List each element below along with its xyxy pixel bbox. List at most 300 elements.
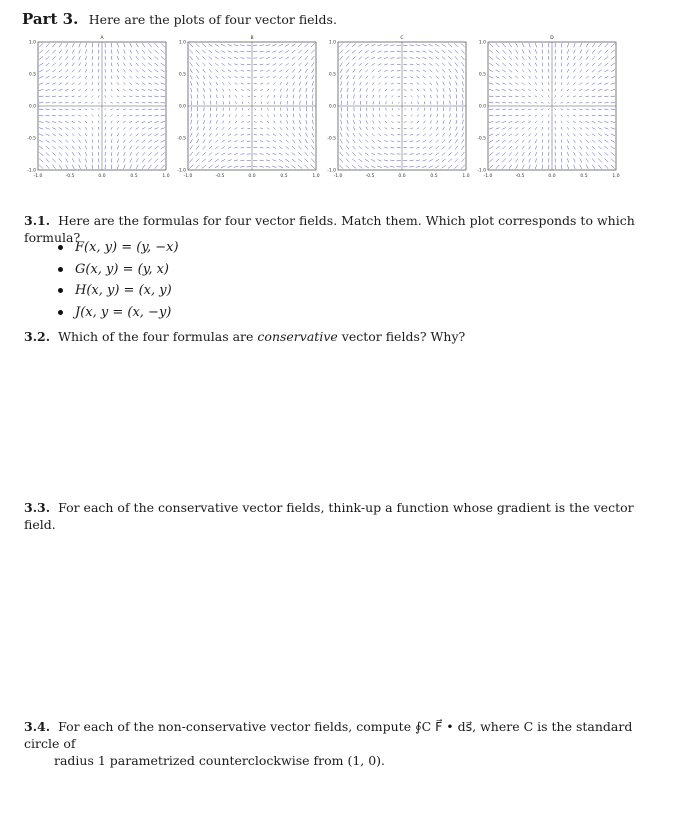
vector-arrow [605, 165, 609, 169]
vector-arrow [203, 120, 204, 124]
vector-arrow [592, 146, 595, 149]
vector-arrow [202, 44, 206, 47]
vector-arrow [136, 165, 138, 169]
vector-arrow [390, 58, 394, 59]
vector-arrow [522, 121, 525, 123]
vector-arrow [229, 89, 231, 92]
vector-arrow [161, 70, 165, 72]
vector-arrow [611, 134, 615, 136]
vector-arrow [155, 63, 159, 66]
vector-arrow [197, 133, 199, 137]
vector-arrow [567, 146, 568, 150]
vector-arrow [598, 50, 601, 54]
vector-arrow [293, 88, 294, 92]
vector-arrow [502, 83, 506, 85]
vector-arrow [455, 152, 458, 156]
vector-arrow [340, 69, 342, 73]
vector-arrow [241, 128, 244, 129]
vector-arrow [292, 146, 295, 149]
vector-arrow [422, 51, 426, 53]
vector-arrow [222, 89, 224, 92]
vector-arrow [604, 89, 608, 90]
vector-arrow [221, 57, 225, 59]
x-tick-label: -1.0 [483, 174, 493, 179]
vector-arrow [196, 159, 200, 163]
vector-arrow [379, 89, 381, 92]
vector-arrow [352, 152, 355, 155]
vector-arrow [372, 134, 375, 137]
vector-arrow [242, 108, 243, 110]
vector-arrow [573, 127, 575, 129]
vector-arrow [462, 94, 463, 98]
vector-arrow [450, 94, 451, 98]
vector-arrow [522, 140, 524, 143]
vector-arrow [429, 57, 433, 59]
vector-arrow [300, 114, 301, 118]
vector-arrow [605, 43, 609, 47]
vector-arrow [59, 127, 62, 129]
vector-arrow [442, 146, 445, 149]
vector-arrow [117, 165, 118, 169]
vector-arrow [280, 114, 281, 117]
vector-arrow [423, 57, 427, 59]
vector-arrow [279, 153, 283, 155]
vector-arrow [496, 128, 500, 130]
vector-arrow [384, 166, 388, 167]
vector-arrow [496, 140, 500, 142]
vector-arrow [196, 146, 199, 150]
vector-arrow [235, 95, 236, 97]
vector-arrow [312, 69, 314, 73]
vector-arrow [442, 159, 446, 162]
vector-arrow [298, 165, 302, 168]
vector-arrow [285, 166, 289, 168]
vector-arrow [371, 153, 375, 155]
vector-arrow [136, 56, 139, 60]
vector-arrow [241, 134, 244, 135]
vector-arrow [228, 82, 230, 84]
vector-arrow [104, 108, 106, 110]
vector-arrow [130, 56, 132, 60]
vector-arrow [148, 50, 151, 54]
vector-arrow [215, 50, 219, 52]
vector-arrow [611, 115, 615, 116]
vector-arrow [378, 63, 381, 65]
y-tick-label: -0.5 [477, 136, 486, 142]
vector-arrow [242, 96, 244, 98]
vector-arrow [386, 102, 387, 105]
vector-arrow [129, 115, 132, 116]
vector-arrow [605, 63, 609, 66]
vector-arrow [66, 152, 69, 156]
vector-arrow [461, 50, 465, 54]
vector-arrow [260, 154, 264, 155]
vector-arrow [346, 43, 350, 47]
vector-arrow [561, 121, 562, 123]
vector-arrow [443, 127, 445, 130]
vector-arrow [611, 50, 615, 54]
vector-arrow [496, 50, 500, 54]
vector-arrow [611, 70, 615, 72]
vector-arrow [535, 89, 537, 91]
vector-arrow [436, 82, 438, 85]
vector-arrow [293, 127, 295, 130]
vector-arrow [359, 50, 363, 53]
vector-arrow [304, 43, 308, 47]
vector-arrow [154, 96, 158, 97]
vector-arrow [409, 45, 413, 46]
vector-arrow [196, 43, 200, 47]
vector-arrow [535, 165, 536, 169]
vector-arrow [567, 43, 568, 47]
vector-arrow [136, 50, 138, 54]
vector-arrow [285, 57, 289, 60]
vector-arrow [196, 165, 200, 169]
vector-arrow [489, 89, 493, 90]
vector-arrow [442, 57, 445, 60]
y-tick-label: -0.5 [177, 136, 186, 142]
vector-arrow [66, 165, 68, 169]
vector-arrow [391, 89, 393, 90]
vector-arrow [285, 153, 289, 156]
y-tick-label: 0.0 [478, 104, 486, 110]
vector-arrow [142, 127, 145, 129]
vector-arrow [142, 56, 145, 59]
vector-arrow [384, 51, 388, 52]
vector-arrow [161, 115, 165, 116]
vector-arrow [592, 115, 596, 116]
vector-arrow [580, 158, 582, 162]
vector-arrow [340, 146, 343, 150]
vector-arrow [455, 50, 459, 54]
vector-arrow [130, 146, 132, 149]
vector-arrow [535, 109, 538, 110]
vector-arrow [65, 134, 68, 136]
vector-arrow [136, 158, 138, 162]
vector-arrow [117, 103, 120, 104]
vector-arrow [203, 127, 205, 131]
vector-arrow [305, 63, 308, 67]
vector-arrow [117, 133, 119, 136]
vector-arrow [92, 127, 93, 130]
vector-arrow [46, 128, 50, 130]
vector-arrow [39, 128, 43, 130]
vector-arrow [305, 69, 307, 73]
vector-arrow [430, 89, 432, 92]
vector-arrow [279, 57, 283, 59]
vector-arrow [516, 50, 518, 54]
vector-arrow [311, 43, 315, 47]
x-tick-label: -0.5 [515, 174, 525, 179]
vector-arrow [79, 69, 81, 72]
vector-arrow [437, 114, 438, 117]
vector-arrow [228, 127, 230, 129]
vector-arrow [418, 108, 419, 111]
vector-arrow [561, 63, 562, 67]
vector-arrow [92, 140, 93, 143]
vector-arrow [136, 83, 139, 85]
vector-arrow [260, 141, 263, 142]
vector-arrow [442, 44, 446, 47]
vector-arrow [340, 62, 343, 66]
vector-arrow [299, 139, 302, 143]
vector-arrow [72, 96, 75, 97]
y-tick-label: 1.0 [328, 40, 336, 46]
vector-arrow [528, 127, 530, 129]
vector-arrow [59, 140, 62, 143]
vector-arrow [496, 89, 500, 90]
vector-arrow [285, 44, 289, 46]
vector-arrow [260, 134, 263, 135]
vector-arrow [554, 102, 556, 104]
vector-arrow [430, 134, 433, 137]
vector-arrow [502, 121, 506, 122]
vector-arrow [46, 50, 50, 54]
question-text-before: Which of the four formulas are [58, 329, 254, 344]
vector-arrow [148, 56, 151, 59]
vector-arrow [130, 50, 132, 54]
vector-arrow [92, 96, 94, 98]
vector-arrow [462, 139, 464, 143]
part-intro: Here are the plots of four vector fields. [88, 12, 337, 27]
vector-arrow [366, 120, 367, 123]
vector-arrow [429, 70, 432, 72]
vector-arrow [611, 43, 615, 47]
vector-arrow [592, 165, 595, 169]
vector-arrow [267, 121, 269, 123]
vector-arrow [580, 56, 582, 60]
vector-arrow [611, 159, 615, 163]
vector-arrow [99, 89, 100, 92]
vector-arrow [234, 57, 238, 58]
vector-arrow [161, 96, 165, 97]
vector-arrow [254, 96, 256, 97]
vector-arrow [306, 114, 307, 118]
y-tick-label: 0.5 [178, 72, 186, 78]
vector-arrow [359, 133, 361, 136]
vector-arrow [611, 146, 615, 149]
vector-arrow [227, 166, 231, 168]
vector-arrow [280, 76, 283, 79]
vector-arrow [449, 133, 451, 137]
vector-arrow [117, 50, 118, 54]
vector-arrow [142, 115, 146, 116]
vector-arrow [529, 152, 531, 156]
vector-arrow [229, 95, 230, 98]
vector-arrow [46, 165, 50, 169]
x-tick-label: 0.5 [280, 174, 288, 179]
vector-arrow [235, 134, 238, 136]
vector-arrow [509, 152, 512, 155]
vector-arrow [509, 69, 512, 72]
vector-arrow [502, 140, 506, 143]
vector-arrow [535, 121, 537, 123]
y-tick-label: 0.0 [328, 104, 336, 110]
vector-arrow [209, 63, 212, 66]
vector-arrow [92, 115, 94, 117]
vector-arrow [234, 140, 237, 141]
vector-arrow [346, 152, 349, 156]
vector-arrow [305, 152, 308, 156]
vector-arrow [535, 43, 536, 47]
vector-arrow [385, 89, 387, 91]
vector-arrow [117, 63, 118, 67]
vector-arrow [266, 153, 270, 154]
vector-arrow [248, 122, 251, 123]
vector-arrow [46, 89, 50, 90]
vector-arrow [509, 134, 512, 136]
vector-arrow [228, 134, 231, 136]
vector-arrow [461, 146, 464, 150]
vector-arrow [489, 83, 493, 85]
vector-arrow [286, 63, 289, 66]
vector-arrow [203, 146, 206, 149]
vector-arrow [65, 140, 68, 143]
vector-arrow [117, 89, 119, 91]
bullet-icon [58, 267, 63, 272]
vector-arrow [340, 126, 342, 130]
vector-arrow [515, 69, 518, 72]
vector-arrow [442, 153, 445, 156]
vector-arrow [579, 121, 582, 123]
vector-arrow [136, 127, 139, 129]
vector-arrow [286, 140, 289, 143]
vector-arrow [148, 146, 151, 149]
vector-arrow [85, 115, 87, 116]
vector-arrow [418, 102, 419, 105]
vector-arrow [489, 70, 493, 72]
vector-arrow [456, 88, 457, 92]
vector-arrow [92, 63, 93, 67]
vector-arrow [598, 128, 602, 130]
vector-arrow [416, 147, 420, 148]
vector-arrow [142, 76, 145, 78]
vector-arrow [78, 89, 81, 91]
vector-arrow [285, 50, 289, 52]
vector-arrow [273, 70, 276, 72]
vector-arrow [72, 115, 75, 116]
vector-arrow [189, 158, 193, 162]
vector-arrow [516, 43, 518, 47]
vector-arrow [437, 95, 438, 98]
vector-arrow [260, 51, 264, 52]
vector-arrow [598, 70, 602, 73]
vector-arrow [541, 102, 543, 103]
vector-arrow [496, 76, 500, 78]
vector-arrow [561, 133, 562, 136]
vector-arrow [235, 121, 237, 123]
vector-arrow [448, 165, 452, 168]
vector-arrow [365, 166, 369, 168]
vector-arrow [353, 139, 356, 143]
list-item [58, 259, 179, 281]
vector-arrow [190, 75, 192, 79]
vector-arrow [461, 165, 465, 169]
vector-arrow [378, 147, 381, 149]
vector-arrow [79, 146, 81, 149]
vector-arrow [496, 165, 500, 169]
vector-arrow [548, 114, 549, 116]
vector-arrow [222, 140, 225, 142]
vector-arrow [254, 90, 257, 91]
vector-arrow [286, 82, 288, 85]
vector-arrow [105, 89, 106, 92]
vector-arrow [567, 158, 568, 162]
vector-arrow [353, 75, 355, 79]
vector-arrow [436, 76, 438, 79]
vector-arrow [410, 128, 413, 129]
vector-arrow [515, 63, 518, 66]
vector-arrow [65, 121, 68, 122]
vector-arrow [436, 140, 439, 143]
vector-arrow [417, 121, 419, 123]
vector-arrow [353, 69, 356, 73]
vector-arrow [410, 147, 414, 148]
vector-arrow [298, 44, 302, 47]
vector-arrow [573, 69, 575, 72]
vector-arrow [148, 63, 151, 66]
vector-arrow [346, 165, 350, 169]
vector-arrow [410, 134, 413, 135]
vector-arrow [436, 120, 437, 123]
vector-arrow [378, 160, 382, 162]
vector-arrow [489, 96, 493, 97]
vector-arrow [279, 44, 283, 46]
vector-arrow [111, 69, 112, 72]
formula-F: F(x, y) = (y, −x) [75, 240, 179, 256]
vector-arrow [161, 63, 165, 66]
vector-arrow [85, 82, 87, 85]
vector-arrow [197, 75, 199, 79]
vector-arrow [435, 50, 439, 52]
vector-arrow [78, 96, 81, 97]
vector-arrow [273, 127, 275, 129]
vector-arrow [461, 152, 464, 156]
vector-arrow [285, 159, 289, 161]
vector-arrow [573, 115, 576, 116]
vector-arrow [462, 69, 464, 73]
vector-arrow [502, 115, 506, 116]
vector-arrow [346, 63, 349, 67]
vector-arrow [424, 121, 426, 124]
vector-arrow [148, 83, 152, 85]
vector-arrow [260, 77, 263, 78]
vector-arrow [59, 50, 62, 54]
vector-arrow [366, 82, 368, 85]
vector-arrow [456, 82, 458, 86]
vector-arrow [611, 121, 615, 122]
vector-arrow [611, 83, 615, 85]
vector-arrow [293, 82, 295, 85]
vector-arrow [580, 134, 583, 137]
vector-arrow [286, 133, 288, 136]
vector-arrow [429, 44, 433, 46]
vector-arrow [385, 134, 388, 136]
vector-arrow [449, 127, 451, 131]
vector-arrow [410, 51, 414, 52]
vector-arrow [85, 158, 86, 162]
vector-arrow [489, 152, 493, 155]
vector-arrow [448, 159, 452, 162]
vector-arrow [142, 152, 145, 155]
vector-arrow [515, 140, 518, 143]
vector-arrow [430, 121, 432, 124]
vector-arrow [142, 96, 146, 97]
vector-arrow [442, 63, 445, 66]
vector-arrow [365, 69, 368, 72]
vector-arrow [79, 158, 81, 162]
vector-arrow [267, 95, 268, 97]
